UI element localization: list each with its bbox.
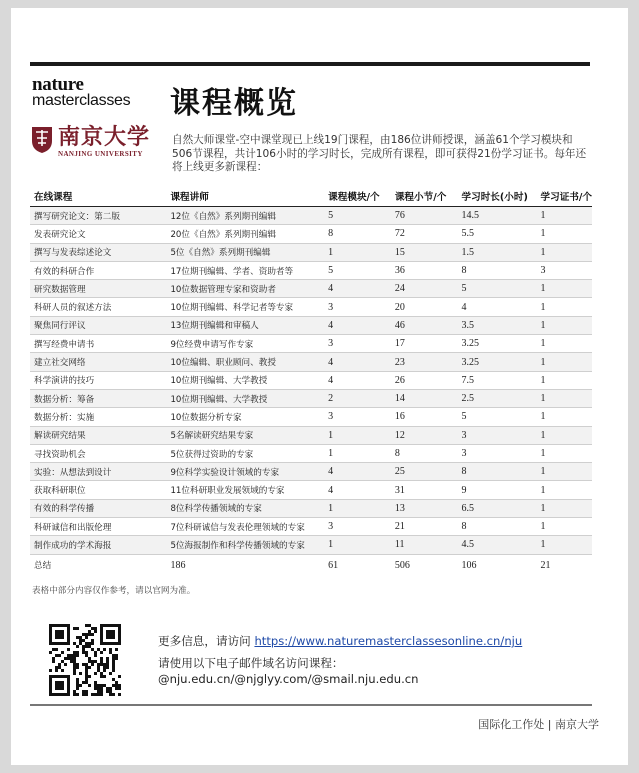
- row-instructors: 20位《自然》系列期刊编辑: [166, 225, 324, 243]
- page-title: 课程概览: [170, 86, 298, 121]
- row-certificates: 1: [537, 353, 592, 371]
- row-certificates: 1: [537, 207, 592, 225]
- email-instruction: 请使用以下电子邮件域名访问课程：: [158, 656, 344, 670]
- row-sections: 14: [391, 389, 458, 407]
- row-instructors: 17位期刊编辑、学者、资助者等: [166, 261, 324, 279]
- masterclasses-logo-text: masterclasses: [32, 92, 131, 109]
- row-sections: 25: [391, 463, 458, 481]
- row-hours: 8: [458, 463, 537, 481]
- row-course: 撰写经费申请书: [30, 335, 166, 353]
- table-row: [30, 499, 592, 517]
- row-course: 建立社交网络: [30, 353, 166, 371]
- top-rule: [30, 62, 590, 66]
- table-row: [30, 463, 592, 481]
- row-certificates: 1: [537, 426, 592, 444]
- footnote: 表格中部分内容仅作参考，请以官网为准。: [32, 586, 196, 596]
- row-modules: 3: [324, 518, 391, 536]
- row-modules: 1: [324, 499, 391, 517]
- table-row: [30, 389, 592, 407]
- row-instructors: 9位科学实验设计领域的专家: [166, 463, 324, 481]
- row-modules: 4: [324, 353, 391, 371]
- row-certificates: 1: [537, 243, 592, 261]
- row-course: 寻找资助机会: [30, 444, 166, 462]
- row-hours: 1.5: [458, 243, 537, 261]
- row-instructors: 10位期刊编辑、大学教授: [166, 389, 324, 407]
- row-hours: 9: [458, 481, 537, 499]
- row-instructors: 5名解读研究结果专家: [166, 426, 324, 444]
- row-sections: 11: [391, 536, 458, 554]
- row-sections: 16: [391, 408, 458, 426]
- row-instructors: 5位获得过资助的专家: [166, 444, 324, 462]
- row-certificates: 1: [537, 518, 592, 536]
- table-row: [30, 261, 592, 279]
- row-hours: 3.25: [458, 353, 537, 371]
- row-sections: 20: [391, 298, 458, 316]
- row-instructors: 10位编辑、职业顾问、教授: [166, 353, 324, 371]
- row-instructors: 10位数据分析专家: [166, 408, 324, 426]
- col-instructors: 课程讲师: [166, 186, 324, 207]
- row-modules: 1: [324, 426, 391, 444]
- footer-rule: [30, 704, 592, 706]
- row-certificates: 1: [537, 316, 592, 334]
- row-course: 有效的科学传播: [30, 499, 166, 517]
- row-hours: 2.5: [458, 389, 537, 407]
- more-info-label: 更多信息，请访问: [158, 634, 255, 648]
- col-sections: 课程小节/个: [391, 186, 458, 207]
- table-row: [30, 444, 592, 462]
- row-course: 获取科研职位: [30, 481, 166, 499]
- row-hours: 4.5: [458, 536, 537, 554]
- email-domains: @nju.edu.cn/@njglyy.com/@smail.nju.edu.cn: [158, 672, 419, 686]
- row-instructors: 5位海报制作和科学传播领域的专家: [166, 536, 324, 554]
- row-certificates: 1: [537, 463, 592, 481]
- row-instructors: 10位期刊编辑、科学记者等专家: [166, 298, 324, 316]
- website-link[interactable]: https://www.naturemasterclassesonline.cn/nju: [254, 634, 523, 648]
- row-sections: 36: [391, 261, 458, 279]
- row-instructors: 11位科研职业发展领域的专家: [166, 481, 324, 499]
- row-sections: 31: [391, 481, 458, 499]
- row-modules: 1: [324, 444, 391, 462]
- row-certificates: 1: [537, 225, 592, 243]
- table-row: [30, 316, 592, 334]
- row-hours: 8: [458, 261, 537, 279]
- row-modules: 8: [324, 225, 391, 243]
- row-modules: 4: [324, 316, 391, 334]
- row-instructors: 10位数据管理专家和资助者: [166, 280, 324, 298]
- row-sections: 46: [391, 316, 458, 334]
- row-modules: 3: [324, 298, 391, 316]
- university-name-en: NANJING UNIVERSITY: [58, 150, 143, 158]
- table-row: [30, 518, 592, 536]
- nature-logo-text: nature: [32, 74, 84, 95]
- col-certificates: 学习证书/个: [537, 186, 592, 207]
- row-sections: 17: [391, 335, 458, 353]
- row-certificates: 1: [537, 444, 592, 462]
- row-instructors: 10位期刊编辑、大学教授: [166, 371, 324, 389]
- total-modules: 61: [324, 554, 391, 576]
- row-course: 实验：从想法到设计: [30, 463, 166, 481]
- row-sections: 21: [391, 518, 458, 536]
- row-course: 撰写研究论文：第二版: [30, 207, 166, 225]
- row-modules: 3: [324, 408, 391, 426]
- table-row: [30, 408, 592, 426]
- footer-text: 国际化工作处 | 南京大学: [478, 718, 599, 731]
- row-hours: 3.25: [458, 335, 537, 353]
- row-hours: 3.5: [458, 316, 537, 334]
- row-sections: 12: [391, 426, 458, 444]
- row-hours: 6.5: [458, 499, 537, 517]
- row-instructors: 8位科学传播领域的专家: [166, 499, 324, 517]
- table-row: [30, 243, 592, 261]
- row-sections: 76: [391, 207, 458, 225]
- row-certificates: 1: [537, 389, 592, 407]
- row-hours: 8: [458, 518, 537, 536]
- table-header-row: [30, 186, 592, 207]
- row-certificates: 1: [537, 298, 592, 316]
- row-modules: 4: [324, 371, 391, 389]
- table-row: [30, 280, 592, 298]
- row-course: 解读研究结果: [30, 426, 166, 444]
- qr-code[interactable]: [49, 624, 121, 696]
- row-modules: 5: [324, 207, 391, 225]
- row-course: 聚焦同行评议: [30, 316, 166, 334]
- row-course: 研究数据管理: [30, 280, 166, 298]
- university-emblem-icon: [30, 124, 54, 154]
- row-course: 制作成功的学术海报: [30, 536, 166, 554]
- row-modules: 2: [324, 389, 391, 407]
- row-course: 发表研究论文: [30, 225, 166, 243]
- row-instructors: 9位经费申请写作专家: [166, 335, 324, 353]
- col-hours: 学习时长(小时): [458, 186, 537, 207]
- row-course: 科学演讲的技巧: [30, 371, 166, 389]
- row-modules: 3: [324, 335, 391, 353]
- total-sections: 506: [391, 554, 458, 576]
- row-certificates: 3: [537, 261, 592, 279]
- table-row: [30, 335, 592, 353]
- row-certificates: 1: [537, 408, 592, 426]
- row-sections: 8: [391, 444, 458, 462]
- row-certificates: 1: [537, 280, 592, 298]
- intro-paragraph: 自然大师课堂-空中课堂现已上线19门课程，由186位讲师授课，涵盖61个学习模块和506节课程，共计106小时的学习时长，完成所有课程，即可获得21份学习证书。每年还将上线更多新课程：: [172, 134, 587, 173]
- row-hours: 5: [458, 408, 537, 426]
- row-certificates: 1: [537, 536, 592, 554]
- row-instructors: 7位科研诚信与发表伦理领域的专家: [166, 518, 324, 536]
- total-instructors: 186: [166, 554, 324, 576]
- row-modules: 4: [324, 481, 391, 499]
- row-hours: 14.5: [458, 207, 537, 225]
- total-course: 总结: [30, 554, 166, 576]
- col-course: 在线课程: [30, 186, 166, 207]
- row-modules: 5: [324, 261, 391, 279]
- table-row: [30, 371, 592, 389]
- table-row: [30, 426, 592, 444]
- row-course: 撰写与发表综述论文: [30, 243, 166, 261]
- row-sections: 72: [391, 225, 458, 243]
- row-sections: 15: [391, 243, 458, 261]
- table-row: [30, 298, 592, 316]
- row-course: 数据分析：筹备: [30, 389, 166, 407]
- total-hours: 106: [458, 554, 537, 576]
- university-name-cn: 南京大学: [58, 124, 151, 150]
- row-sections: 13: [391, 499, 458, 517]
- row-sections: 23: [391, 353, 458, 371]
- table-row: [30, 481, 592, 499]
- row-certificates: 1: [537, 335, 592, 353]
- row-instructors: 5位《自然》系列期刊编辑: [166, 243, 324, 261]
- row-course: 科研人员的叙述方法: [30, 298, 166, 316]
- row-course: 数据分析：实施: [30, 408, 166, 426]
- row-hours: 7.5: [458, 371, 537, 389]
- row-certificates: 1: [537, 499, 592, 517]
- total-certificates: 21: [537, 554, 592, 576]
- row-hours: 3: [458, 426, 537, 444]
- table-row: [30, 207, 592, 225]
- row-modules: 4: [324, 463, 391, 481]
- table-total-row: [30, 554, 592, 576]
- row-instructors: 12位《自然》系列期刊编辑: [166, 207, 324, 225]
- row-modules: 4: [324, 280, 391, 298]
- row-course: 科研诚信和出版伦理: [30, 518, 166, 536]
- more-info-line: [158, 633, 522, 649]
- row-modules: 1: [324, 243, 391, 261]
- table-row: [30, 536, 592, 554]
- row-hours: 5: [458, 280, 537, 298]
- row-sections: 24: [391, 280, 458, 298]
- col-modules: 课程模块/个: [324, 186, 391, 207]
- row-hours: 5.5: [458, 225, 537, 243]
- row-hours: 4: [458, 298, 537, 316]
- row-sections: 26: [391, 371, 458, 389]
- row-certificates: 1: [537, 481, 592, 499]
- row-hours: 3: [458, 444, 537, 462]
- table-row: [30, 225, 592, 243]
- course-table: [30, 186, 592, 576]
- row-certificates: 1: [537, 371, 592, 389]
- table-row: [30, 353, 592, 371]
- row-modules: 1: [324, 536, 391, 554]
- row-course: 有效的科研合作: [30, 261, 166, 279]
- row-instructors: 13位期刊编辑和审稿人: [166, 316, 324, 334]
